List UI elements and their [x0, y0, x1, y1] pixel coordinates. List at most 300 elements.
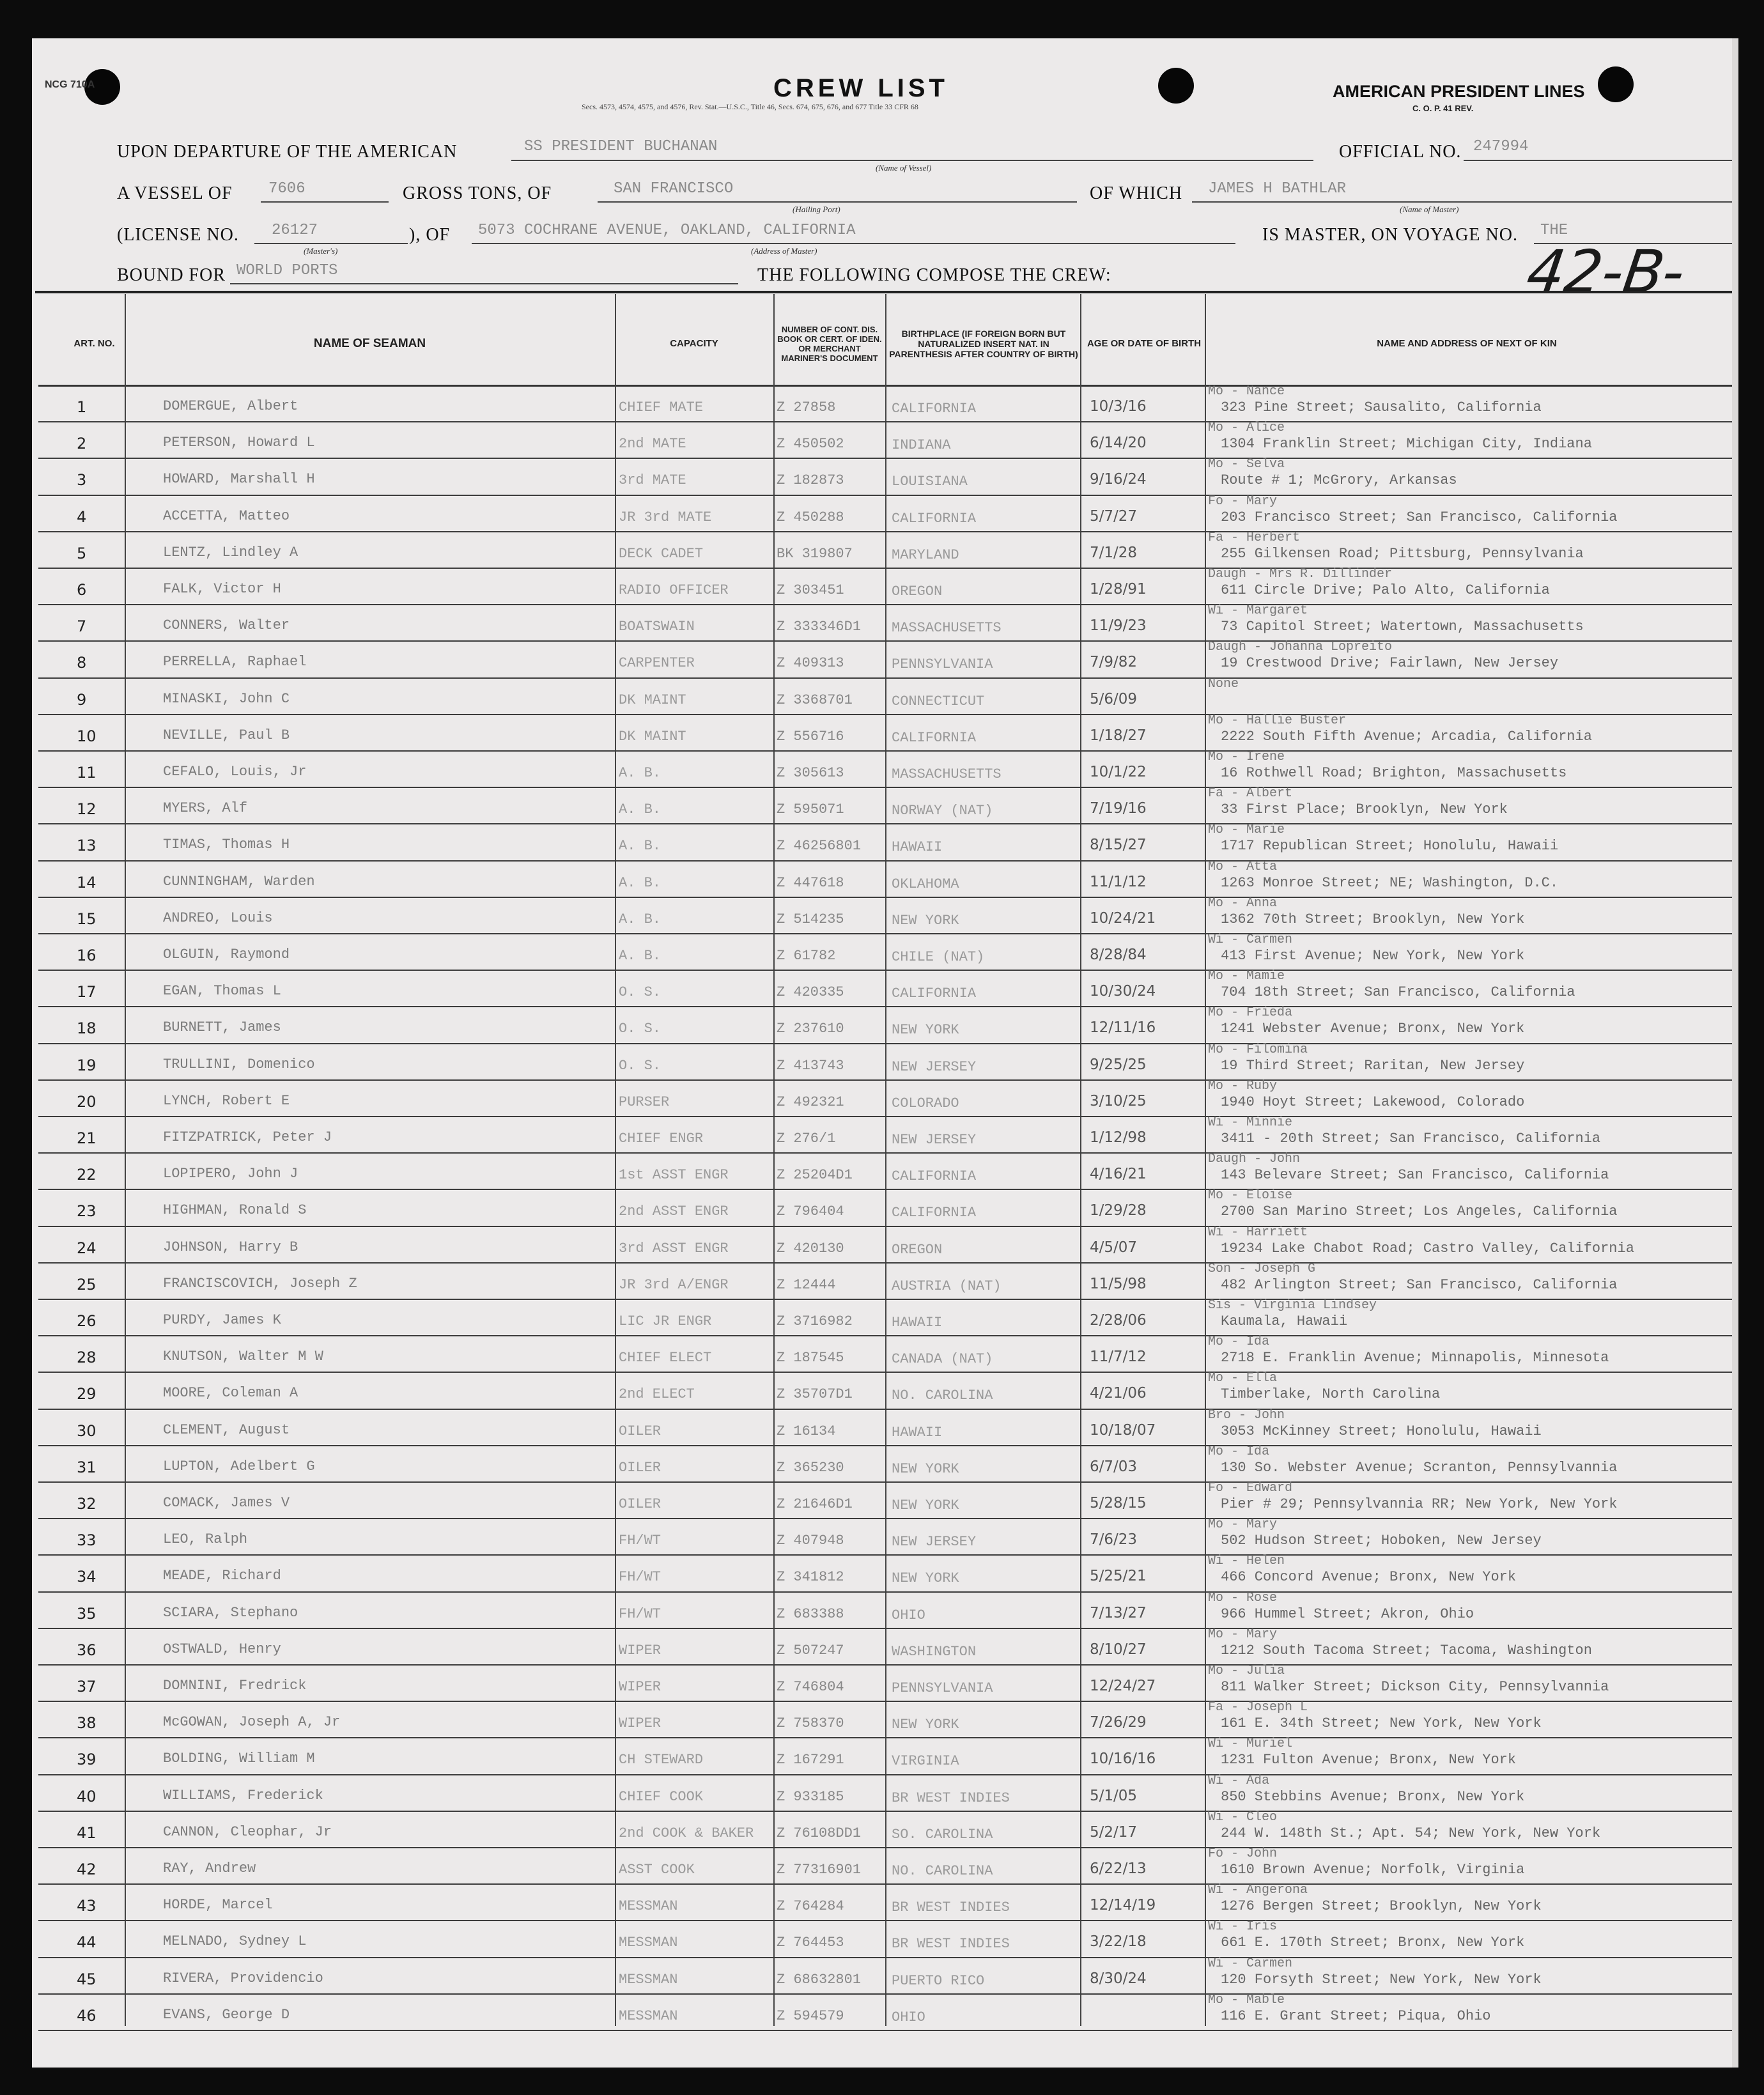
company-name: AMERICAN PRESIDENT LINES — [1333, 82, 1585, 101]
cell-no: 16 — [77, 947, 97, 964]
cell-capacity: WIPER — [619, 1642, 662, 1658]
cell-dob: 1/12/98 — [1090, 1129, 1147, 1146]
row-divider — [38, 933, 1732, 934]
cell-name: ACCETTA, Matteo — [163, 507, 290, 524]
cell-no: 37 — [77, 1678, 97, 1696]
cell-no: 23 — [77, 1202, 97, 1221]
cell-no: 4 — [77, 507, 87, 526]
row-divider — [38, 1847, 1732, 1848]
cell-doc: Z 3716982 — [777, 1313, 853, 1329]
cell-kin-addr: 811 Walker Street; Dickson City, Pennsylvannia — [1221, 1679, 1609, 1695]
cell-name: HOWARD, Marshall H — [163, 471, 315, 488]
cell-name: LENTZ, Lindley A — [163, 544, 298, 560]
cell-kin: Fa - Joseph L — [1208, 1700, 1308, 1715]
a-vessel-of-label: A VESSEL OF — [117, 183, 233, 203]
cell-birthplace: LOUISIANA — [892, 474, 968, 490]
cell-kin-addr: 661 E. 170th Street; Bronx, New York — [1221, 1935, 1525, 1951]
cell-kin-addr: 73 Capitol Street; Watertown, Massachusetts — [1221, 619, 1584, 635]
cell-kin-addr: 19 Crestwood Drive; Fairlawn, New Jersey — [1221, 655, 1559, 672]
cell-kin: Mo - Ida — [1208, 1444, 1270, 1459]
cell-no: 24 — [77, 1239, 97, 1257]
footer-mark — [42, 2027, 44, 2037]
cell-name: TRULLINI, Domenico — [163, 1056, 315, 1072]
cell-name: PERRELLA, Raphael — [163, 654, 307, 670]
cell-capacity: FH/WT — [619, 1533, 662, 1549]
cell-dob: 9/16/24 — [1090, 471, 1147, 488]
cell-doc: Z 35707D1 — [777, 1386, 853, 1403]
voyage-typed: THE — [1540, 222, 1568, 239]
cell-name: BURNETT, James — [163, 1019, 281, 1036]
cell-capacity: RADIO OFFICER — [619, 582, 729, 598]
cell-no: 38 — [77, 1714, 97, 1733]
license-no: 26127 — [272, 222, 318, 239]
cell-doc: Z 594579 — [777, 2007, 844, 2024]
row-divider — [38, 897, 1732, 898]
is-master-label: IS MASTER, ON VOYAGE NO. — [1262, 225, 1518, 245]
row-divider — [38, 531, 1732, 532]
row-divider — [38, 1189, 1732, 1190]
cell-capacity: 2nd ASST ENGR — [619, 1203, 729, 1220]
col-document: NUMBER OF CONT. DIS. BOOK OR CERT. OF IDEN. OR MERCHANT MARINER'S DOCUMENT — [777, 324, 882, 363]
cell-capacity: A. B. — [619, 838, 662, 854]
row-divider — [38, 604, 1732, 605]
cell-kin-addr: 16 Rothwell Road; Brighton, Massachusetts — [1221, 765, 1567, 781]
cell-name: NEVILLE, Paul B — [163, 727, 290, 743]
official-no-label: OFFICIAL NO. — [1339, 142, 1462, 162]
cell-dob: 5/2/17 — [1090, 1823, 1138, 1841]
cell-kin-addr: Pier # 29; Pennsylvannia RR; New York, New York — [1221, 1496, 1618, 1512]
cell-capacity: MESSMAN — [619, 1898, 678, 1915]
cell-kin-addr: 3053 McKinney Street; Honolulu, Hawaii — [1221, 1423, 1542, 1439]
cell-birthplace: NO. CAROLINA — [892, 1388, 993, 1404]
cell-kin-addr: Kaumala, Hawaii — [1221, 1313, 1348, 1329]
row-divider — [38, 750, 1732, 752]
cell-birthplace: CALIFORNIA — [892, 986, 977, 1002]
col-kin: NAME AND ADDRESS OF NEXT OF KIN — [1377, 337, 1557, 349]
cell-kin-addr: 1717 Republican Street; Honolulu, Hawaii — [1221, 838, 1559, 854]
punch-hole — [1598, 66, 1634, 102]
cell-birthplace: PENNSYLVANIA — [892, 656, 993, 673]
cell-capacity: A. B. — [619, 911, 662, 927]
cell-kin: Mo - Alice — [1208, 421, 1285, 436]
row-divider — [38, 787, 1732, 788]
cell-dob: 11/9/23 — [1090, 617, 1147, 635]
column-divider — [885, 294, 886, 2026]
cell-birthplace: CALIFORNIA — [892, 401, 977, 417]
cell-dob: 7/1/28 — [1090, 544, 1138, 561]
cell-doc: Z 933185 — [777, 1788, 844, 1805]
cell-name: LUPTON, Adelbert G — [163, 1458, 315, 1474]
of-label: ), OF — [409, 225, 451, 245]
cell-doc: Z 182873 — [777, 472, 844, 489]
cell-dob: 2/28/06 — [1090, 1312, 1147, 1329]
cell-name: LEO, Ralph — [163, 1531, 248, 1548]
cell-doc: Z 3368701 — [777, 692, 853, 708]
cell-doc: Z 447618 — [777, 874, 844, 891]
cell-kin-addr: 1212 South Tacoma Street; Tacoma, Washington — [1221, 1642, 1592, 1658]
cell-name: EGAN, Thomas L — [163, 983, 281, 1000]
cell-name: McGOWAN, Joseph A, Jr — [163, 1714, 341, 1731]
cell-capacity: BOATSWAIN — [619, 619, 695, 635]
cell-doc: Z 507247 — [777, 1642, 844, 1658]
cell-capacity: CHIEF ENGR — [619, 1131, 704, 1147]
cell-doc: Z 333346D1 — [777, 619, 862, 635]
cell-kin: Mo - Rose — [1208, 1590, 1278, 1605]
row-divider — [38, 458, 1732, 459]
cell-kin: Wi - Harriett — [1208, 1225, 1308, 1240]
cell-kin: Mo - Julia — [1208, 1664, 1285, 1678]
cell-no: 26 — [77, 1312, 97, 1330]
cell-doc: Z 595071 — [777, 801, 844, 818]
cell-kin: Wi - Iris — [1208, 1919, 1278, 1935]
cell-birthplace: MASSACHUSETTS — [892, 620, 1002, 637]
row-divider — [38, 1116, 1732, 1117]
cell-name: COMACK, James V — [163, 1495, 290, 1511]
cell-name: CUNNINGHAM, Warden — [163, 873, 315, 890]
cell-kin: Mo - Nance — [1208, 384, 1285, 399]
column-divider — [615, 294, 616, 2026]
cell-kin: Mo - Mable — [1208, 1992, 1285, 2007]
cell-dob: 1/28/91 — [1090, 581, 1147, 598]
col-age: AGE OR DATE OF BIRTH — [1087, 337, 1202, 349]
cell-name: WILLIAMS, Frederick — [163, 1787, 323, 1804]
row-divider — [38, 1774, 1732, 1775]
cell-no: 20 — [77, 1092, 97, 1111]
cell-capacity: O. S. — [619, 1021, 662, 1037]
cell-dob: 11/7/12 — [1090, 1349, 1147, 1366]
cell-dob: 6/7/03 — [1090, 1458, 1138, 1475]
cell-kin-addr: 1241 Webster Avenue; Bronx, New York — [1221, 1021, 1525, 1037]
cell-dob: 11/1/12 — [1090, 873, 1147, 890]
cell-capacity: 1st ASST ENGR — [619, 1167, 729, 1184]
cell-no: 12 — [77, 800, 97, 819]
cell-dob: 6/22/13 — [1090, 1860, 1147, 1877]
cell-name: FALK, Victor H — [163, 581, 281, 597]
cell-kin-addr: 19 Third Street; Raritan, New Jersey — [1221, 1057, 1525, 1074]
license-caption: (Master's) — [304, 246, 338, 256]
cell-birthplace: PENNSYLVANIA — [892, 1680, 993, 1696]
cell-birthplace: OREGON — [892, 1241, 943, 1258]
cell-no: 44 — [77, 1933, 97, 1952]
cell-capacity: PURSER — [619, 1094, 670, 1110]
cell-name: RAY, Andrew — [163, 1860, 256, 1876]
cell-doc: Z 27858 — [777, 399, 836, 415]
cell-birthplace: HAWAII — [892, 1424, 943, 1441]
cell-dob: 10/18/07 — [1090, 1421, 1156, 1439]
cell-kin-addr: 1304 Franklin Street; Michigan City, Indiana — [1221, 436, 1592, 452]
cell-doc: Z 420335 — [777, 984, 844, 1001]
cell-doc: Z 556716 — [777, 728, 844, 745]
cell-doc: Z 16134 — [777, 1423, 836, 1439]
cell-no: 29 — [77, 1385, 97, 1403]
cell-birthplace: NEW YORK — [892, 1717, 959, 1733]
row-divider — [38, 1993, 1732, 1995]
cell-capacity: FH/WT — [619, 1605, 662, 1622]
cell-doc: Z 167291 — [777, 1752, 844, 1768]
cell-kin-addr: 1362 70th Street; Brooklyn, New York — [1221, 911, 1525, 927]
cell-doc: Z 76108DD1 — [777, 1825, 862, 1841]
cell-dob: 10/30/24 — [1090, 983, 1156, 1000]
cell-birthplace: COLORADO — [892, 1095, 959, 1111]
cell-dob: 7/9/82 — [1090, 654, 1138, 671]
cell-kin: Wi - Helen — [1208, 1554, 1285, 1569]
cell-no: 25 — [77, 1275, 97, 1294]
col-art-no: ART. NO. — [74, 337, 115, 349]
cell-kin: Daugh - John — [1208, 1152, 1301, 1167]
cell-capacity: 2nd ELECT — [619, 1386, 695, 1403]
cell-kin-addr: 2700 San Marino Street; Los Angeles, California — [1221, 1203, 1618, 1220]
row-divider — [38, 1226, 1732, 1227]
cell-no: 35 — [77, 1604, 97, 1623]
cell-no: 14 — [77, 873, 97, 892]
cell-capacity: CARPENTER — [619, 655, 695, 672]
cell-capacity: OILER — [619, 1459, 662, 1476]
cell-birthplace: CANADA (NAT) — [892, 1351, 993, 1368]
cell-kin: Fa - Herbert — [1208, 530, 1301, 545]
cell-no: 31 — [77, 1458, 97, 1476]
cell-doc: Z 514235 — [777, 911, 844, 927]
cell-no: 9 — [77, 690, 87, 709]
cell-kin-addr: 116 E. Grant Street; Piqua, Ohio — [1221, 2007, 1491, 2024]
cell-doc: Z 413743 — [777, 1057, 844, 1074]
bound-for: WORLD PORTS — [236, 262, 338, 279]
cell-name: PURDY, James K — [163, 1312, 281, 1328]
row-divider — [38, 1957, 1732, 1958]
cell-kin: Mo - Filomina — [1208, 1042, 1308, 1057]
cell-capacity: FH/WT — [619, 1569, 662, 1586]
cell-dob: 12/24/27 — [1090, 1678, 1156, 1694]
cell-kin-addr: 3411 - 20th Street; San Francisco, California — [1221, 1131, 1601, 1147]
cell-birthplace: CONNECTICUT — [892, 693, 985, 709]
cell-birthplace: CALIFORNIA — [892, 510, 977, 527]
cell-birthplace: HAWAII — [892, 1315, 943, 1331]
cell-kin: Wi - Carmen — [1208, 932, 1293, 947]
row-divider — [38, 421, 1732, 422]
cell-kin: Mo - Atta — [1208, 859, 1278, 874]
cell-kin: Wi - Carmen — [1208, 1956, 1293, 1971]
cell-birthplace: INDIANA — [892, 437, 951, 454]
cell-birthplace: CALIFORNIA — [892, 729, 977, 746]
cell-capacity: OILER — [619, 1496, 662, 1512]
row-divider — [38, 640, 1732, 642]
cell-kin: Mo - Marie — [1208, 823, 1285, 838]
cell-name: DOMNINI, Fredrick — [163, 1678, 307, 1694]
cell-dob: 4/21/06 — [1090, 1385, 1147, 1402]
cell-name: MINASKI, John C — [163, 690, 290, 707]
cell-capacity: OILER — [619, 1423, 662, 1439]
cell-kin-addr: 413 First Avenue; New York, New York — [1221, 948, 1525, 964]
cell-dob: 5/25/21 — [1090, 1568, 1147, 1585]
cell-doc: Z 796404 — [777, 1203, 844, 1220]
cell-kin: None — [1208, 676, 1239, 692]
cell-kin-addr: 161 E. 34th Street; New York, New York — [1221, 1715, 1542, 1732]
row-divider — [38, 568, 1732, 569]
row-divider — [38, 1920, 1732, 1921]
cell-name: OLGUIN, Raymond — [163, 947, 290, 962]
hailing-port-line — [598, 201, 1077, 203]
vessel-name-line — [511, 160, 1313, 161]
cell-doc: Z 237610 — [777, 1021, 844, 1037]
cell-kin: Mo - Mamie — [1208, 969, 1285, 984]
cell-kin: Bro - John — [1208, 1407, 1285, 1423]
row-divider — [38, 1299, 1732, 1300]
cell-dob: 1/18/27 — [1090, 727, 1147, 744]
cell-kin: Wi - Muriel — [1208, 1736, 1293, 1752]
cell-doc: Z 61782 — [777, 948, 836, 964]
cell-kin: Mo - Irene — [1208, 750, 1285, 764]
cell-kin: Wi - Ada — [1208, 1773, 1270, 1788]
cell-kin: Mo - Ruby — [1208, 1078, 1278, 1094]
vessel-name: SS PRESIDENT BUCHANAN — [524, 138, 718, 155]
official-no: 247994 — [1473, 138, 1529, 155]
cell-dob: 12/14/19 — [1090, 1897, 1156, 1914]
cell-kin-addr: 850 Stebbins Avenue; Bronx, New York — [1221, 1788, 1525, 1805]
cell-capacity: 3rd ASST ENGR — [619, 1240, 729, 1256]
cell-kin-addr: 502 Hudson Street; Hoboken, New Jersey — [1221, 1533, 1542, 1549]
cell-kin-addr: 704 18th Street; San Francisco, California — [1221, 984, 1575, 1001]
official-no-line — [1464, 160, 1732, 161]
master-address-line — [472, 243, 1235, 244]
form-number: NCG 710A — [45, 79, 95, 90]
cell-no: 19 — [77, 1056, 97, 1074]
master-name-line — [1192, 201, 1732, 203]
row-divider — [38, 1518, 1732, 1519]
cell-dob: 10/1/22 — [1090, 764, 1147, 780]
cell-kin: Mo - Anna — [1208, 895, 1278, 911]
cell-kin-addr: 143 Belevare Street; San Francisco, California — [1221, 1167, 1609, 1184]
cell-name: BOLDING, William M — [163, 1751, 315, 1767]
cell-kin-addr: Route # 1; McGrory, Arkansas — [1221, 472, 1457, 489]
cell-dob: 4/5/07 — [1090, 1239, 1138, 1256]
hailing-port: SAN FRANCISCO — [614, 180, 734, 197]
cell-birthplace: CALIFORNIA — [892, 1168, 977, 1185]
cell-birthplace: VIRGINIA — [892, 1753, 959, 1770]
bound-for-line — [230, 283, 738, 284]
cell-doc: Z 68632801 — [777, 1971, 862, 1988]
cell-capacity: WIPER — [619, 1679, 662, 1695]
cell-no: 36 — [77, 1641, 97, 1659]
cell-birthplace: NEW YORK — [892, 912, 959, 929]
cell-birthplace: NEW JERSEY — [892, 1058, 977, 1075]
cell-name: CEFALO, Louis, Jr — [163, 764, 307, 780]
cell-kin-addr: 1610 Brown Avenue; Norfolk, Virginia — [1221, 1862, 1525, 1878]
cell-capacity: 3rd MATE — [619, 472, 686, 489]
cell-kin-addr: 482 Arlington Street; San Francisco, California — [1221, 1276, 1618, 1293]
cell-capacity: A. B. — [619, 801, 662, 818]
vessel-caption: (Name of Vessel) — [876, 163, 932, 173]
hailing-caption: (Hailing Port) — [793, 205, 840, 214]
cell-dob: 10/24/21 — [1090, 909, 1156, 927]
cell-no: 13 — [77, 837, 97, 855]
row-divider — [38, 1079, 1732, 1081]
cell-doc: Z 276/1 — [777, 1131, 836, 1147]
cell-kin: Mo - Ida — [1208, 1334, 1270, 1350]
cell-no: 8 — [77, 654, 87, 672]
cell-name: LYNCH, Robert E — [163, 1092, 290, 1109]
cell-capacity: WIPER — [619, 1715, 662, 1732]
cell-name: RIVERA, Providencio — [163, 1970, 323, 1986]
row-divider — [38, 1409, 1732, 1410]
cell-no: 22 — [77, 1166, 97, 1184]
cell-dob: 12/11/16 — [1090, 1019, 1156, 1037]
col-capacity: CAPACITY — [670, 337, 718, 349]
row-divider — [38, 970, 1732, 971]
cell-name: CLEMENT, August — [163, 1421, 290, 1438]
cell-birthplace: CALIFORNIA — [892, 1205, 977, 1221]
cell-no: 10 — [77, 727, 97, 745]
company-form-number: C. O. P. 41 REV. — [1412, 104, 1474, 113]
cell-doc: Z 25204D1 — [777, 1167, 853, 1184]
cell-dob: 10/3/16 — [1090, 398, 1147, 415]
cell-birthplace: NEW YORK — [892, 1022, 959, 1039]
cell-birthplace: SO. CAROLINA — [892, 1826, 993, 1843]
column-divider — [125, 294, 126, 2026]
cell-doc: Z 187545 — [777, 1350, 844, 1366]
cell-dob: 8/30/24 — [1090, 1970, 1147, 1987]
cell-kin: Daugh - Mrs R. Dillinder — [1208, 567, 1393, 582]
cell-dob: 7/19/16 — [1090, 800, 1147, 817]
cell-birthplace: BR WEST INDIES — [892, 1790, 1010, 1806]
cell-name: CANNON, Cleophar, Jr — [163, 1823, 332, 1840]
cell-kin: Fo - John — [1208, 1846, 1278, 1861]
cell-dob: 9/25/25 — [1090, 1056, 1147, 1073]
cell-kin: Fo - Mary — [1208, 493, 1278, 509]
cell-doc: Z 746804 — [777, 1679, 844, 1695]
cell-kin: Fo - Edward — [1208, 1481, 1293, 1496]
cell-capacity: ASST COOK — [619, 1862, 695, 1878]
cell-birthplace: CHILE (NAT) — [892, 949, 985, 965]
cell-name: MOORE, Coleman A — [163, 1385, 298, 1402]
cell-birthplace: HAWAII — [892, 839, 943, 856]
page-edge — [1732, 38, 1738, 2068]
page-title: CREW LIST — [773, 74, 948, 102]
license-label: (LICENSE NO. — [117, 225, 239, 245]
upon-departure-label: UPON DEPARTURE OF THE AMERICAN — [117, 142, 458, 162]
cell-kin-addr: 1231 Fulton Avenue; Bronx, New York — [1221, 1752, 1517, 1768]
cell-no: 41 — [77, 1823, 97, 1842]
row-divider — [38, 1883, 1732, 1885]
cell-kin: Mo - Hallie Buster — [1208, 713, 1347, 728]
cell-birthplace: AUSTRIA (NAT) — [892, 1278, 1002, 1294]
column-divider — [1080, 294, 1081, 2026]
cell-name: DOMERGUE, Albert — [163, 398, 298, 414]
address-caption: (Address of Master) — [751, 246, 817, 256]
cell-doc: Z 492321 — [777, 1094, 844, 1110]
row-divider — [38, 823, 1732, 824]
cell-capacity: A. B. — [619, 765, 662, 781]
cell-kin: Daugh - Johanna Lopreito — [1208, 640, 1393, 655]
cell-kin: Mo - Eloise — [1208, 1188, 1293, 1203]
cell-no: 17 — [77, 983, 97, 1001]
cell-kin: Fa - Albert — [1208, 786, 1293, 801]
cell-doc: Z 764284 — [777, 1898, 844, 1915]
cell-name: SCIARA, Stephano — [163, 1604, 298, 1621]
cell-name: ANDREO, Louis — [163, 909, 273, 926]
cell-capacity: CHIEF COOK — [619, 1788, 704, 1805]
cell-kin: Mo - Frieda — [1208, 1005, 1293, 1021]
cell-capacity: 2nd MATE — [619, 436, 686, 452]
cell-kin-addr: 2718 E. Franklin Avenue; Minnapolis, Minnesota — [1221, 1350, 1609, 1366]
cell-kin: Mo - Mary — [1208, 1627, 1278, 1642]
cell-doc: Z 77316901 — [777, 1862, 862, 1878]
cell-birthplace: NEW JERSEY — [892, 1534, 977, 1550]
cell-dob: 5/7/27 — [1090, 507, 1138, 525]
cell-birthplace: PUERTO RICO — [892, 1972, 985, 1989]
statute-reference: Secs. 4573, 4574, 4575, and 4576, Rev. Stat.—U.S.C., Title 46, Secs. 674, 675, 676, and 677 Title 33 CFR 68 — [582, 102, 918, 111]
cell-kin: Son - Joseph G — [1208, 1261, 1316, 1276]
cell-kin: Wi - Cleo — [1208, 1809, 1278, 1825]
cell-no: 6 — [77, 581, 87, 599]
